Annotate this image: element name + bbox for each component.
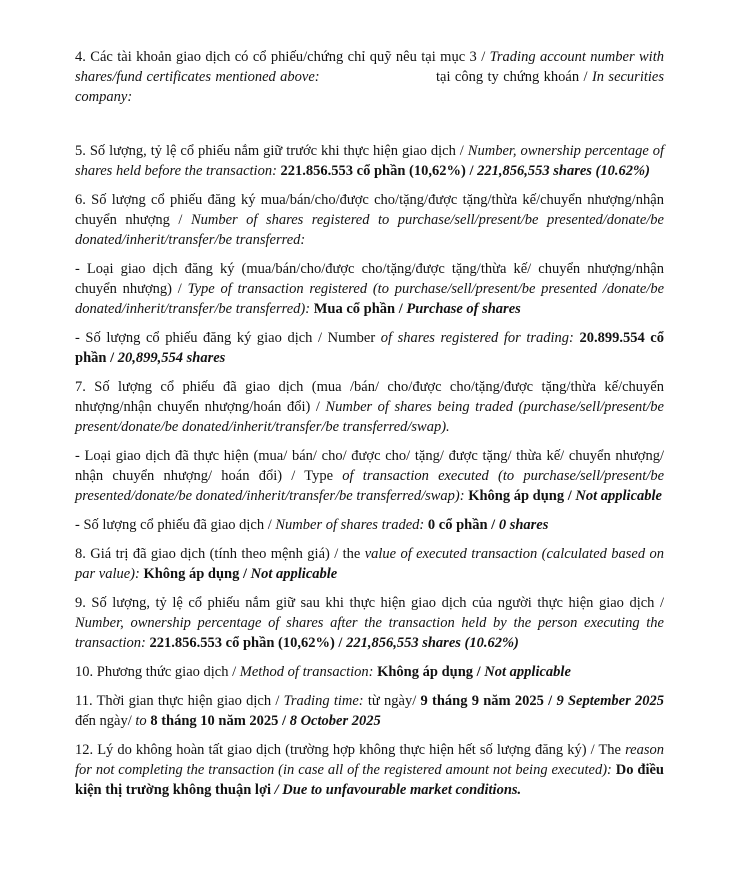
text-segment: Trading account number with shares/fund certificates mentioned above: — [75, 49, 664, 85]
text-segment: 221.856.553 cổ phần (10,62%) / — [280, 163, 478, 179]
text-segment: - Số lượng cổ phiếu đã giao dịch / — [75, 517, 276, 533]
text-segment: Not applicable — [484, 664, 571, 680]
text-segment: Không áp dụng / — [468, 488, 576, 504]
text-segment: Number, ownership percentage of shares held before the transaction: — [75, 143, 664, 179]
text-segment: - Loại giao dịch đăng ký (mua/bán/cho/được cho/tặng/được tặng/thừa kế/ chuyển nhượng/nhận chuyển nhượng) / — [75, 261, 664, 297]
item-10-method-of-transaction — [75, 662, 664, 682]
item-7-shares-traded-quantity — [75, 515, 664, 535]
text-segment: 11. Thời gian thực hiện giao dịch / — [75, 693, 284, 709]
text-segment: 221.856.553 cổ phần (10,62%) / — [149, 635, 347, 651]
text-segment: 12. Lý do không hoàn tất giao dịch (trường hợp không thực hiện hết số lượng đăng ký) / The — [75, 742, 626, 758]
text-segment: Trading time: — [283, 693, 368, 709]
item-5-shares-held-before — [75, 141, 664, 181]
item-7-shares-traded — [75, 377, 664, 437]
text-segment: to — [135, 713, 151, 729]
text-segment: reason for not completing the transaction (in case all of the registered amount not being executed): — [75, 742, 664, 778]
text-segment: In securities company: — [75, 69, 664, 105]
text-segment: 0 shares — [498, 517, 549, 533]
text-segment: 6. Số lượng cổ phiếu đăng ký mua/bán/cho/được cho/tặng/được tặng/thừa kế/chuyển nhượng/nhận chuyển nhượng / — [75, 192, 664, 228]
text-segment: - Loại giao dịch đã thực hiện (mua/ bán/ cho/ được cho/ tặng/ được tặng/ thừa kế/ chuyển nhượng/ nhận chuyển nhượng/ hoán đổi) / Type — [75, 448, 664, 484]
text-segment: Number, ownership percentage of shares after the transaction held by the person executing the transaction: — [75, 615, 664, 651]
text-segment: Method of transaction: — [239, 664, 378, 680]
text-segment: 221,856,553 shares (10.62%) — [346, 635, 519, 651]
text-segment: of shares registered for trading: — [380, 330, 580, 346]
text-segment: Mua cổ phần / — [313, 301, 407, 317]
text-segment: Purchase of shares — [406, 301, 521, 317]
text-segment: of transaction executed (to purchase/sell/present/be presented/donate/be donated/inherit/transfer/be transferred/swap): — [75, 468, 665, 504]
item-6-shares-registered — [75, 190, 664, 250]
text-segment: từ ngày/ — [367, 693, 421, 709]
text-segment: Number of shares traded: — [275, 517, 428, 533]
text-segment: 9 September 2025 — [556, 693, 665, 709]
text-segment: đến ngày/ — [75, 713, 136, 729]
text-segment: - Số lượng cổ phiếu đăng ký giao dịch / Number — [75, 330, 381, 346]
item-9-shares-held-after — [75, 593, 664, 653]
text-segment: Không áp dụng / — [143, 566, 251, 582]
text-segment: 0 cổ phần / — [427, 517, 499, 533]
text-segment: 8 October 2025 — [289, 713, 381, 729]
text-segment: 20.899.554 cổ phần / — [75, 330, 664, 366]
item-7-transaction-type-executed — [75, 446, 664, 506]
text-segment: tại công ty chứng khoán / — [436, 69, 592, 85]
item-6-shares-registered-quantity — [75, 328, 664, 368]
text-segment: Number of shares registered to purchase/sell/present/be presented/donate/be donated/inherit/transfer/be transferred: — [75, 212, 664, 248]
item-12-reason-not-completed — [75, 740, 664, 800]
blank-fill-in-space — [324, 80, 436, 81]
text-segment: 9 tháng 9 năm 2025 / — [420, 693, 557, 709]
text-segment: 8. Giá trị đã giao dịch (tính theo mệnh giá) / the — [75, 546, 365, 562]
document-body — [75, 47, 664, 800]
text-segment: / Due to unfavourable market conditions. — [274, 782, 522, 798]
text-segment: 8 tháng 10 năm 2025 / — [150, 713, 290, 729]
text-segment: Do điều kiện thị trường không thuận lợi — [75, 762, 664, 798]
text-segment: Type of transaction registered (to purchase/sell/present/be presented /donate/be donated/inherit/transfer/be transferred): — [75, 281, 665, 317]
text-segment: Not applicable — [575, 488, 662, 504]
text-segment: value of executed transaction (calculated based on par value): — [75, 546, 664, 582]
text-segment: 221,856,553 shares (10.62%) — [477, 163, 650, 179]
item-4-trading-accounts — [75, 47, 664, 107]
text-segment: Không áp dụng / — [377, 664, 485, 680]
text-segment: 4. Các tài khoản giao dịch có cổ phiếu/chứng chỉ quỹ nêu tại mục 3 / — [75, 49, 490, 65]
item-6-transaction-type-registered — [75, 259, 664, 319]
text-segment: Number of shares being traded (purchase/sell/present/be present/donate/be donated/inherit/transfer/be transferred/swap). — [75, 399, 664, 435]
text-segment: Not applicable — [250, 566, 338, 582]
text-segment: 7. Số lượng cổ phiếu đã giao dịch (mua /bán/ cho/được cho/tặng/được tặng/thừa kế/chuyển nhượng/nhận chuyển nhượng/hoán đổi) / — [75, 379, 664, 415]
text-segment: 10. Phương thức giao dịch / — [75, 664, 240, 680]
text-segment: 9. Số lượng, tỷ lệ cổ phiếu nắm giữ sau khi thực hiện giao dịch của người thực hiện giao dịch / — [75, 595, 664, 611]
item-8-transaction-value — [75, 544, 664, 584]
text-segment: 20,899,554 shares — [117, 350, 226, 366]
item-11-trading-time — [75, 691, 664, 731]
text-segment: 5. Số lượng, tỷ lệ cổ phiếu nắm giữ trước khi thực hiện giao dịch / — [75, 143, 468, 159]
